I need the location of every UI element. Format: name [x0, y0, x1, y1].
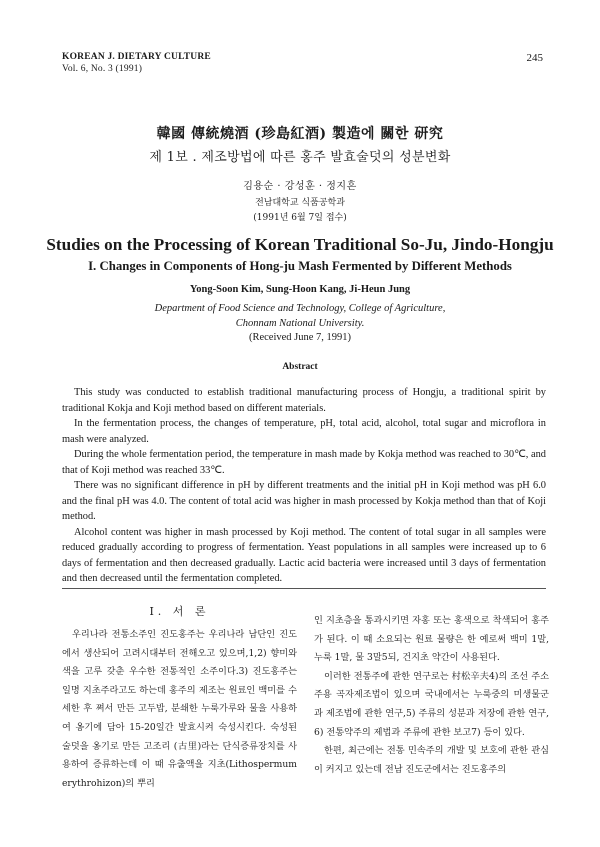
english-title: Studies on the Processing of Korean Traditional So-Ju, Jindo-Hongju [46, 235, 554, 254]
abstract-paragraph: In the fermentation process, the changes of temperature, pH, total acid, alcohol, total sugar and microflora in mash were analyzed. [62, 418, 546, 445]
section-heading-introduction: I. 서 론 [149, 605, 210, 618]
section-divider [62, 588, 546, 589]
abstract-paragraph: This study was conducted to establish traditional manufacturing process of Hongju, a traditional spirit by traditional Kokja and Koji method based on different materials. [62, 387, 546, 414]
journal-volume: Vol. 6, No. 3 (1991) [62, 64, 143, 74]
abstract-paragraph: Alcohol content was higher in mash processed by Koji method. The content of total sugar in all samples were reduced gradually according to progress of fermentation. Yeast populations in all samples were increased up to 6 days of fermentation and then decreased gradually. Lactic acid bacteria were increased until 3 days of fermentation and then decreased until the fermentation completed. [62, 526, 546, 584]
english-affiliation-university: Chonnam National University. [235, 317, 365, 329]
english-received-date: (Received June 7, 1991) [248, 332, 352, 343]
body-paragraph: 한편, 최근에는 전통 민속주의 개발 및 보호에 관한 관심이 커지고 있는데 전남 진도군에서는 진도홍주의 [314, 745, 549, 775]
journal-header [62, 51, 211, 75]
korean-authors: 김용순 · 강성훈 · 정지흔 [243, 181, 357, 192]
english-subtitle: I. Changes in Components of Hong-ju Mash Fermented by Different Methods [88, 259, 512, 273]
body-paragraph: 우리나라 전통소주인 진도홍주는 우리나라 남단인 진도에서 생산되어 고려시대부터 전해오고 있으며,1,2) 향미와 색을 고루 갖춘 우수한 전통적인 소주이다.3) 진도홍주는 일명 지초주라고도 하는데 홍주의 제조는 원료인 백미를 수세한 후 쪄서 만든 고두밥, 분쇄한 누룩가루와 물을 사용하여 옹기에 담아 15-20일간 발효시켜 숙성시킨다. 숙성된 술덧을 옹기로 만든 고조리 (古里)라는 단식증류장치를 사용하여 증류하는데 이 때 유출액을 지초(Lithospermum erythrohizon)의 뿌리 [62, 629, 297, 789]
abstract-paragraph: During the whole fermentation period, the temperature in mash made by Kokja method was reached to 30℃, and that of Koji method was reached 33℃. [62, 449, 546, 476]
abstract-paragraph: There was no significant difference in pH by different treatments and the initial pH in Koji method was pH 6.0 and the final pH was 4.0. The content of total acid was higher in mash processed by Kokja method than that of Koji method. [62, 480, 546, 522]
korean-subtitle: 제 1보 . 제조방법에 따른 홍주 발효술덧의 성분변화 [149, 150, 451, 165]
english-authors: Yong-Soon Kim, Sung-Hoon Kang, Ji-Heun Jung [189, 284, 411, 295]
korean-title: 韓國 傳統燒酒 (珍島紅酒) 製造에 關한 研究 [156, 126, 444, 142]
abstract-heading: Abstract [282, 362, 318, 372]
korean-received-date: (1991년 6월 7일 접수) [253, 213, 347, 223]
abstract-body [62, 385, 546, 587]
page-number: 245 [526, 52, 543, 64]
body-paragraph: 이러한 전통주에 관한 연구로는 村松辛夫4)의 조선 주소주용 곡자제조법이 있으며 국내에서는 누룩중의 미생물군과 제조법에 관한 연구,5) 주류의 성분과 저장에 관한 연구,6) 전통약주의 제법과 주류에 관한 보고7) 등이 있다. [314, 670, 549, 738]
body-column-left [62, 604, 297, 793]
body-column-right [314, 612, 549, 779]
korean-affiliation: 전남대학교 식품공학과 [255, 198, 345, 208]
english-affiliation-block [0, 302, 600, 346]
english-affiliation-department: Department of Food Science and Technology, College of Agriculture, [154, 303, 446, 314]
body-paragraph: 인 지초층을 통과시키면 자홍 또는 홍색으로 착색되어 홍주가 된다. 이 때 소요되는 원료 물량은 한 예로써 백미 1말, 누룩 1말, 물 3말5되, 건지초 약간이 사용된다. [314, 615, 549, 664]
journal-name: KOREAN J. DIETARY CULTURE [62, 52, 211, 62]
